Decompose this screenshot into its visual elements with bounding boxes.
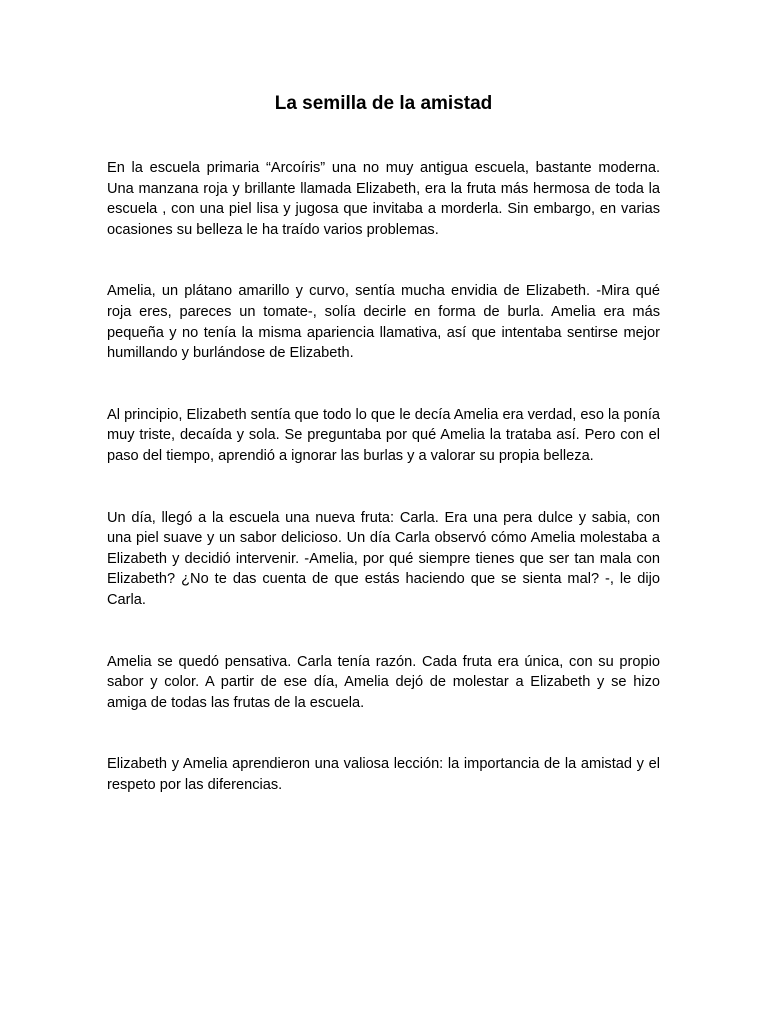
paragraph-4: Un día, llegó a la escuela una nueva fruta: Carla. Era una pera dulce y sabia, con una piel suave y un sabor delicioso. Un día Carla observó cómo Amelia molestaba a Elizabeth y decidió intervenir. -Amelia, por qué siempre tienes que ser tan mala con Elizabeth? ¿No te das cuenta de que estás haciendo que se sienta mal? -, le dijo Carla. — [107, 509, 660, 608]
paragraph-5: Amelia se quedó pensativa. Carla tenía razón. Cada fruta era única, con su propio sabor y color. A partir de ese día, Amelia dejó de molestar a Elizabeth y se hizo amiga de todas las frutas de la escuela. — [107, 653, 660, 711]
paragraph-2: Amelia, un plátano amarillo y curvo, sentía mucha envidia de Elizabeth. -Mira qué roja eres, pareces un tomate-, solía decirle en forma de burla. Amelia era más pequeña y no tenía la misma apariencia llamativa, así que intentaba sentirse mejor humillando y burlándose de Elizabeth. — [107, 283, 660, 362]
paragraph-6: Elizabeth y Amelia aprendieron una valiosa lección: la importancia de la amistad y el respeto por las diferencias. — [107, 756, 660, 793]
document-body — [107, 158, 660, 836]
paragraph-3: Al principio, Elizabeth sentía que todo lo que le decía Amelia era verdad, eso la ponía muy triste, decaída y sola. Se preguntaba por qué Amelia la trataba así. Pero con el paso del tiempo, aprendió a ignorar las burlas y a valorar su propia belleza. — [107, 406, 660, 464]
document-title: La semilla de la amistad — [274, 93, 493, 114]
paragraph-1: En la escuela primaria “Arcoíris” una no muy antigua escuela, bastante moderna. Una manzana roja y brillante llamada Elizabeth, era la fruta más hermosa de toda la escuela , con una piel lisa y jugosa que invitaba a morderla. Sin embargo, en varias ocasiones su belleza le ha traído varios problemas. — [107, 160, 660, 238]
